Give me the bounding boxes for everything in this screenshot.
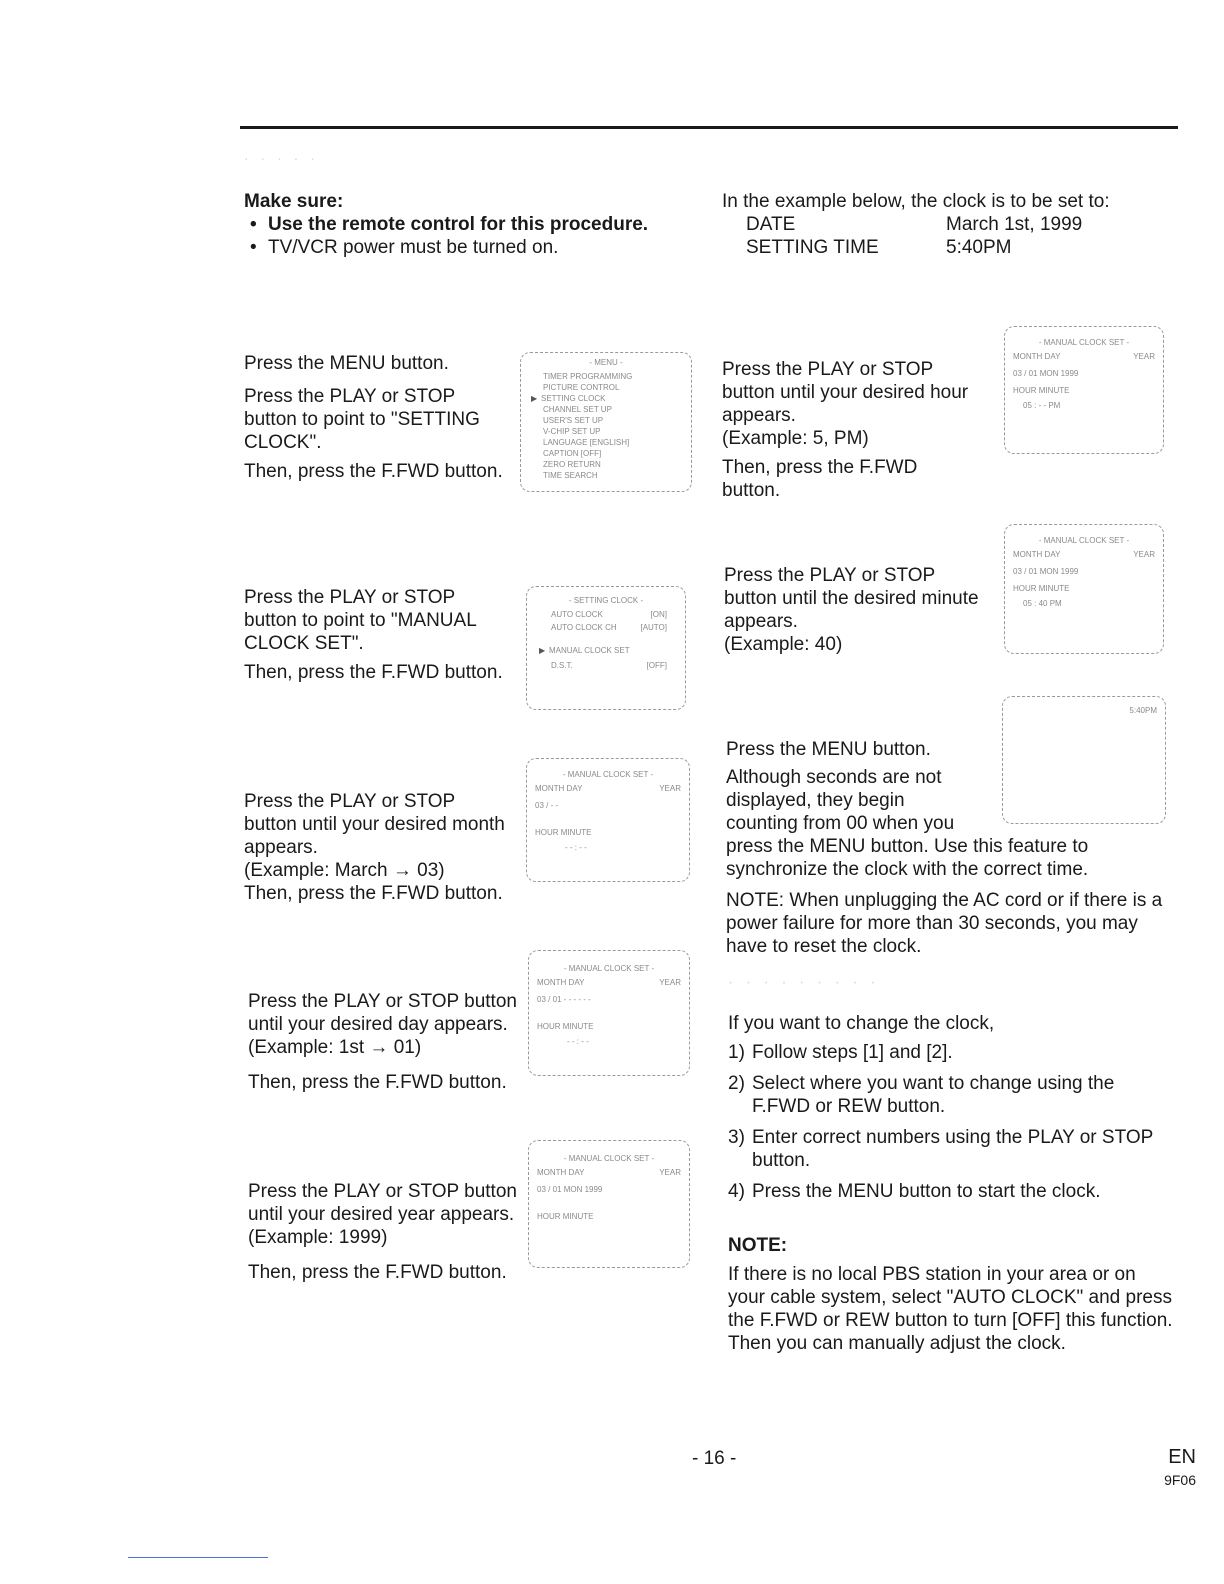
setting-clock-screen [526, 586, 686, 710]
menu-screen [520, 352, 692, 492]
time-row: 05 : - - PM [1023, 401, 1061, 410]
step-4 [248, 990, 518, 1094]
step-hour-line: (Example: 5, PM) [722, 428, 869, 449]
example-intro: In the example below, the clock is to be set to: [722, 191, 1110, 212]
menu-step-body [726, 766, 1176, 958]
date-value: March 1st, 1999 [946, 214, 1083, 235]
top-rule [240, 126, 1178, 129]
document-code: 9F06 [1164, 1472, 1196, 1488]
make-sure-item: • TV/VCR power must be turned on. [244, 236, 704, 259]
step-1-line: Press the PLAY or STOP button to point to "SETTING CLOCK". [244, 386, 480, 453]
menu-step-line-1: Press the MENU button. [726, 739, 931, 760]
step-5 [248, 1180, 518, 1284]
time-header-row: HOUR MINUTE [1013, 584, 1070, 593]
time-label: SETTING TIME [746, 237, 879, 258]
menu-step-line-2: Although seconds are not displayed, they begin counting from 00 when you press the MENU button. Use this feature to synchronize the clock with the correct time. [726, 767, 1089, 880]
menu-item: CHANNEL SET UP [543, 405, 612, 414]
menu-item: V-CHIP SET UP [543, 427, 601, 436]
date-header-row: MONTH DAY YEAR [537, 1168, 681, 1177]
change-faint-heading: · · · · · · · · · [728, 974, 880, 991]
date-header-row: MONTH DAY YEAR [537, 978, 681, 987]
date-header-row: MONTH DAY YEAR [1013, 550, 1155, 559]
bottom-link-line [128, 1557, 268, 1558]
time-header-row: HOUR MINUTE [537, 1212, 594, 1221]
manual-year-screen [528, 1140, 690, 1268]
menu-item: CAPTION [OFF] [543, 449, 602, 458]
step-2 [244, 586, 509, 684]
menu-item: USER'S SET UP [543, 416, 604, 425]
change-step: 1) Follow steps [1] and [2]. [728, 1042, 953, 1063]
time-value: 5:40PM [946, 237, 1012, 258]
menu-item: ZERO RETURN [543, 460, 601, 469]
step-2-line: Then, press the F.FWD button. [244, 662, 503, 683]
screen-title: - MANUAL CLOCK SET - [562, 770, 654, 779]
cursor-arrow-icon: ▶ [539, 646, 546, 655]
menu-item: TIME SEARCH [543, 471, 598, 480]
step-3 [244, 790, 509, 905]
date-row: 03 / 01 MON 1999 [1013, 369, 1079, 378]
manual-minute-screen [1004, 524, 1164, 654]
note-block [728, 1234, 1174, 1355]
screen-title: - SETTING CLOCK - [568, 596, 644, 605]
faint-section-title: · · · · · [244, 150, 319, 166]
step-3-line: Press the PLAY or STOP button until your desired month appears. [244, 791, 505, 858]
setting-row: D.S.T. [OFF] [551, 661, 667, 670]
screen-title: - MENU - [589, 358, 623, 367]
step-1 [244, 352, 509, 483]
date-row: 03 / 01 MON 1999 [537, 1185, 603, 1194]
menu-item: LANGUAGE [ENGLISH] [543, 438, 630, 447]
step-hour [722, 358, 980, 502]
step-hour-line: Press the PLAY or STOP button until your desired hour appears. [722, 359, 969, 426]
cursor-arrow-icon: ▶ [531, 394, 538, 403]
manual-hour-screen [1004, 326, 1164, 454]
step-2-line: Press the PLAY or STOP button to point to "MANUAL CLOCK SET". [244, 587, 477, 654]
language-code: EN [1168, 1446, 1196, 1468]
step-5-line: Press the PLAY or STOP button until your desired year appears. [248, 1181, 517, 1225]
setting-row: AUTO CLOCK CH [AUTO] [551, 623, 667, 632]
date-row: 03 / - - [535, 801, 559, 810]
step-minute-line: Press the PLAY or STOP button until the desired minute appears. [724, 565, 979, 632]
time-row: 05 : 40 PM [1023, 599, 1062, 608]
date-row: 03 / 01 - - - - - - [537, 995, 591, 1004]
setting-row: AUTO CLOCK [ON] [551, 610, 667, 619]
note-text: If there is no local PBS station in your area or on your cable system, select "AUTO CLOCK" and press the F.FWD or REW button to turn [OFF] this function. Then you can manually adjust the clock. [728, 1264, 1173, 1354]
screen-title: - MANUAL CLOCK SET - [563, 964, 655, 973]
step-minute-line: (Example: 40) [724, 634, 843, 655]
time-row: - - : - - [567, 1037, 589, 1046]
time-header-row: HOUR MINUTE [1013, 386, 1070, 395]
menu-item: PICTURE CONTROL [543, 383, 620, 392]
date-row: 03 / 01 MON 1999 [1013, 567, 1079, 576]
time-row: - - : - - [565, 843, 587, 852]
change-block [728, 1012, 1168, 1205]
change-steps [728, 1041, 1168, 1203]
make-sure-title: Make sure: [244, 191, 344, 212]
step-1-line: Press the MENU button. [244, 353, 449, 374]
step-4-line: Then, press the F.FWD button. [248, 1072, 507, 1093]
step-minute [724, 564, 982, 656]
date-header-row: MONTH DAY YEAR [1013, 352, 1155, 361]
change-step: 2) Select where you want to change using the F.FWD or REW button. [728, 1073, 1115, 1117]
step-5-line: Then, press the F.FWD button. [248, 1262, 507, 1283]
menu-step-note: NOTE: When unplugging the AC cord or if there is a power failure for more than 30 seconds, you may have to reset the clock. [726, 890, 1163, 957]
screen-title: - MANUAL CLOCK SET - [1038, 338, 1130, 347]
screen-title: - MANUAL CLOCK SET - [563, 1154, 655, 1163]
menu-item-selected: ▶ SETTING CLOCK [531, 394, 606, 403]
step-3-line: (Example: March → 03) [244, 860, 445, 881]
change-step: 4) Press the MENU button to start the clock. [728, 1181, 1101, 1202]
step-3-line: Then, press the F.FWD button. [244, 883, 503, 904]
time-header-row: HOUR MINUTE [537, 1022, 594, 1031]
step-4-line: Press the PLAY or STOP button until your desired day appears. [248, 991, 517, 1035]
manual-day-screen [528, 950, 690, 1076]
step-hour-line: Then, press the F.FWD button. [722, 457, 918, 501]
note-title: NOTE: [728, 1235, 788, 1256]
step-1-line: Then, press the F.FWD button. [244, 461, 503, 482]
make-sure-item: • Use the remote control for this procedure. [244, 213, 704, 236]
date-header-row: MONTH DAY YEAR [535, 784, 681, 793]
change-intro: If you want to change the clock, [728, 1013, 995, 1034]
clock-time: 5:40PM [1129, 706, 1157, 715]
example-block [722, 190, 1182, 259]
date-label: DATE [746, 214, 796, 235]
step-4-line: (Example: 1st → 01) [248, 1037, 422, 1058]
manual-month-screen [526, 758, 690, 882]
step-5-line: (Example: 1999) [248, 1227, 388, 1248]
change-step: 3) Enter correct numbers using the PLAY or STOP button. [728, 1127, 1153, 1171]
page-number: - 16 - [692, 1448, 737, 1469]
make-sure-list [244, 213, 704, 259]
time-header-row: HOUR MINUTE [535, 828, 592, 837]
screen-title: - MANUAL CLOCK SET - [1038, 536, 1130, 545]
menu-item: TIMER PROGRAMMING [543, 372, 633, 381]
setting-row-selected: ▶ MANUAL CLOCK SET [539, 646, 630, 655]
make-sure-block [244, 190, 704, 259]
